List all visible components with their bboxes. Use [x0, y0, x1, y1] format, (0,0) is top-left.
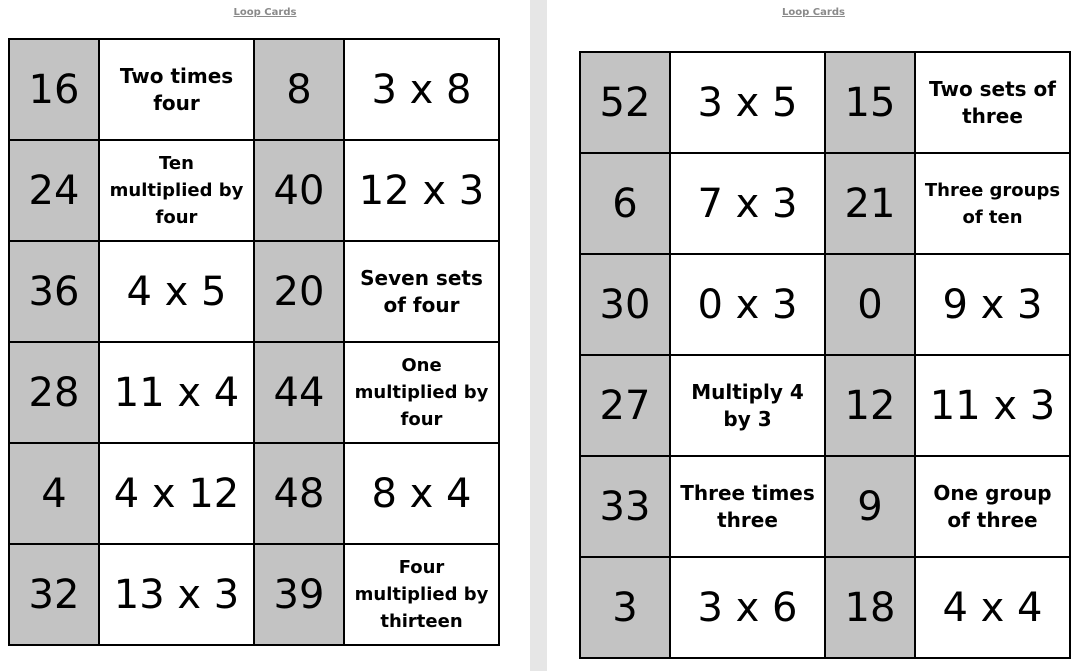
card-question: 3 x 8	[345, 40, 500, 141]
card-question: 13 x 3	[100, 545, 255, 646]
card-answer: 0	[826, 255, 916, 356]
card-question: 3 x 6	[671, 558, 826, 659]
card-answer: 52	[581, 53, 671, 154]
card-question: 11 x 3	[916, 356, 1071, 457]
card-question: Three groups of ten	[916, 154, 1071, 255]
card-question: 4 x 4	[916, 558, 1071, 659]
card-answer: 15	[826, 53, 916, 154]
card-answer: 20	[255, 242, 345, 343]
card-answer: 21	[826, 154, 916, 255]
card-answer: 36	[10, 242, 100, 343]
card-answer: 39	[255, 545, 345, 646]
card-answer: 27	[581, 356, 671, 457]
card-answer: 44	[255, 343, 345, 444]
card-answer: 48	[255, 444, 345, 545]
card-question: One group of three	[916, 457, 1071, 558]
card-question: 11 x 4	[100, 343, 255, 444]
card-question: 4 x 12	[100, 444, 255, 545]
card-question: 4 x 5	[100, 242, 255, 343]
card-question: 3 x 5	[671, 53, 826, 154]
card-answer: 6	[581, 154, 671, 255]
page-header: Loop Cards	[233, 7, 297, 18]
card-answer: 16	[10, 40, 100, 141]
card-question: 7 x 3	[671, 154, 826, 255]
card-question: Three times three	[671, 457, 826, 558]
card-question: 8 x 4	[345, 444, 500, 545]
page-header: Loop Cards	[782, 7, 845, 18]
card-answer: 30	[581, 255, 671, 356]
card-question: Ten multiplied by four	[100, 141, 255, 242]
card-question: 12 x 3	[345, 141, 500, 242]
card-answer: 18	[826, 558, 916, 659]
card-question: 0 x 3	[671, 255, 826, 356]
loop-cards-grid-left	[8, 38, 500, 646]
card-answer: 12	[826, 356, 916, 457]
card-answer: 8	[255, 40, 345, 141]
card-question: Two sets of three	[916, 53, 1071, 154]
card-answer: 28	[10, 343, 100, 444]
page-right	[547, 0, 1080, 671]
card-answer: 9	[826, 457, 916, 558]
card-answer: 40	[255, 141, 345, 242]
loop-cards-grid-right	[579, 51, 1071, 659]
card-question: Two times four	[100, 40, 255, 141]
card-answer: 33	[581, 457, 671, 558]
card-question: 9 x 3	[916, 255, 1071, 356]
card-question: One multiplied by four	[345, 343, 500, 444]
card-answer: 4	[10, 444, 100, 545]
card-question: Four multiplied by thirteen	[345, 545, 500, 646]
card-question: Seven sets of four	[345, 242, 500, 343]
card-answer: 32	[10, 545, 100, 646]
page-left	[0, 0, 530, 671]
card-answer: 24	[10, 141, 100, 242]
card-question: Multiply 4 by 3	[671, 356, 826, 457]
card-answer: 3	[581, 558, 671, 659]
